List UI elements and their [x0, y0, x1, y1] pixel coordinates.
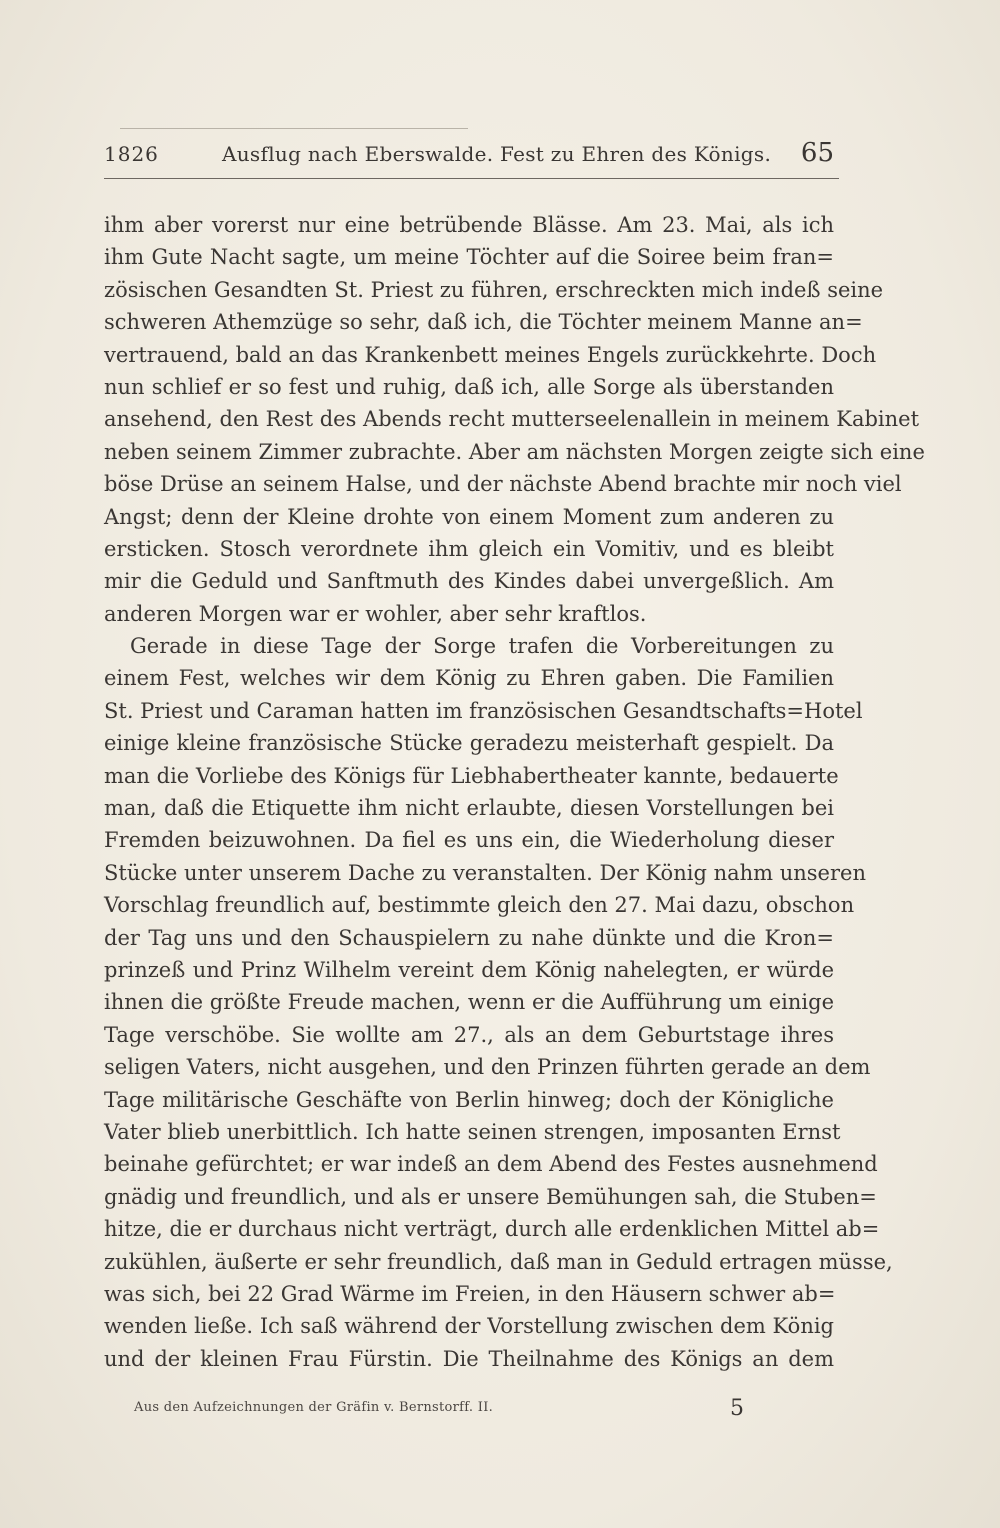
text-line: schweren Athemzüge so sehr, daß ich, die Töchter meinem Manne an= [104, 310, 863, 335]
text-line: was sich, bei 22 Grad Wärme im Freien, in den Häusern schwer ab= [104, 1281, 836, 1306]
text-line: nun schlief er so fest und ruhig, daß ich, alle Sorge als überstanden [104, 374, 834, 399]
text-line: ihm Gute Nacht sagte, um meine Töchter auf die Soiree beim fran= [104, 245, 834, 270]
text-line: Gerade in diese Tage der Sorge trafen die Vorbereitungen zu [130, 634, 834, 659]
text-line: und der kleinen Frau Fürstin. Die Theilnahme des Königs an dem [104, 1346, 834, 1371]
text-line: einige kleine französische Stücke geradezu meisterhaft gespielt. Da [104, 731, 834, 756]
text-line: vertrauend, bald an das Krankenbett meines Engels zurückkehrte. Doch [104, 342, 877, 367]
text-line: Tage militärische Geschäfte von Berlin hinweg; doch der Königliche [104, 1087, 834, 1112]
text-line: hitze, die er durchaus nicht verträgt, durch alle erdenklichen Mittel ab= [104, 1217, 880, 1242]
body-text [104, 209, 925, 1375]
text-line: man, daß die Etiquette ihm nicht erlaubte, diesen Vorstellungen bei [104, 796, 834, 821]
text-line: ersticken. Stosch verordnete ihm gleich ein Vomitiv, und es bleibt [104, 536, 834, 561]
text-line: ansehend, den Rest des Abends recht mutterseelenallein in meinem Kabinet [104, 407, 920, 432]
text-line: zösischen Gesandten St. Priest zu führen, erschreckten mich indeß seine [104, 277, 884, 302]
text-line: Tage verschöbe. Sie wollte am 27., als an dem Geburtstage ihres [104, 1022, 834, 1047]
text-line: zukühlen, äußerte er sehr freundlich, daß man in Geduld ertragen müsse, [104, 1249, 893, 1274]
text-line: man die Vorliebe des Königs für Liebhabertheater kannte, bedauerte [104, 763, 839, 788]
text-line: der Tag uns und den Schauspielern zu nahe dünkte und die Kron= [104, 925, 834, 950]
text-line: böse Drüse an seinem Halse, und der nächste Abend brachte mir noch viel [104, 472, 902, 497]
top-rule [120, 128, 468, 129]
text-line: seligen Vaters, nicht ausgehen, und den Prinzen führten gerade an dem [104, 1055, 871, 1080]
text-line: Vorschlag freundlich auf, bestimmte gleich den 27. Mai dazu, obschon [104, 893, 855, 918]
header-rule [104, 178, 839, 179]
text-line: prinzeß und Prinz Wilhelm vereint dem König nahelegten, er würde [104, 957, 834, 982]
text-line: gnädig und freundlich, und als er unsere Bemühungen sah, die Stuben= [104, 1184, 877, 1209]
text-line: Stücke unter unserem Dache zu veranstalten. Der König nahm unseren [104, 860, 866, 885]
text-line: wenden ließe. Ich saß während der Vorstellung zwischen dem König [104, 1314, 834, 1339]
text-line: ihnen die größte Freude machen, wenn er die Aufführung um einige [104, 990, 834, 1015]
page-footer [134, 1396, 754, 1424]
text-line: Fremden beizuwohnen. Da fiel es uns ein, die Wiederholung dieser [104, 828, 834, 853]
text-line: beinahe gefürchtet; er war indeß an dem Abend des Festes ausnehmend [104, 1152, 878, 1177]
text-line: St. Priest und Caraman hatten im französischen Gesandtschafts=Hotel [104, 698, 863, 723]
text-line: mir die Geduld und Sanftmuth des Kindes dabei unvergeßlich. Am [104, 569, 834, 594]
text-line: anderen Morgen war er wohler, aber sehr kraftlos. [104, 601, 647, 626]
text-line: Vater blieb unerbittlich. Ich hatte seinen strengen, imposanten Ernst [104, 1119, 841, 1144]
text-line: einem Fest, welches wir dem König zu Ehren gaben. Die Familien [104, 666, 834, 691]
signature-mark: 5 [730, 1396, 744, 1421]
page-number: 65 [800, 138, 834, 168]
text-line: ihm aber vorerst nur eine betrübende Blässe. Am 23. Mai, als ich [104, 213, 834, 237]
footer-book-title: Aus den Aufzeichnungen der Gräfin v. Bernstorff. II. [134, 1400, 494, 1415]
running-head-year: 1826 [104, 142, 159, 166]
text-line: Angst; denn der Kleine drohte von einem Moment zum anderen zu [104, 504, 834, 529]
text-line: neben seinem Zimmer zubrachte. Aber am nächsten Morgen zeigte sich eine [104, 439, 925, 464]
running-head-title: Ausflug nach Eberswalde. Fest zu Ehren des Königs. [222, 142, 772, 166]
running-head [104, 136, 844, 176]
